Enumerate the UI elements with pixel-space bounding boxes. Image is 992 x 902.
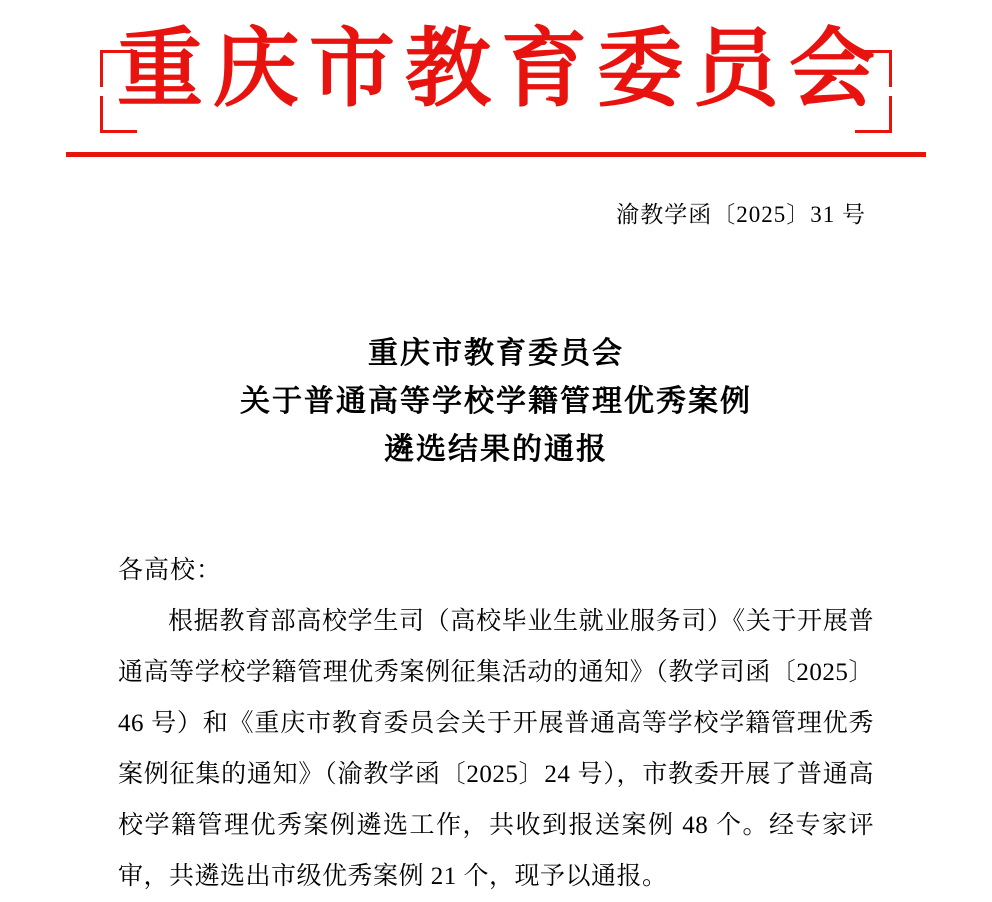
page-title-line-1: 重庆市教育委员会 [368, 337, 624, 370]
letterhead-divider [66, 152, 926, 157]
body-paragraph-1: 根据教育部高校学生司（高校毕业生就业服务司）《关于开展普通高等学校学籍管理优秀案例征集活动的通知》（教学司函〔2025〕46 号）和《重庆市教育委员会关于开展普通高等学校学籍管理优秀案例征集的通知》（渝教学函〔2025〕24 号），市教委开展了普通高校学籍管理优秀案例遴选工作，共收到报送案例 48 个。经专家评审，共遴选出市级优秀案例 21 个，现予以通报。 [118, 608, 874, 890]
letterhead-organization: 重庆市教育委员会 [117, 18, 885, 119]
salutation: 各高校： [118, 557, 223, 584]
document-body [118, 545, 874, 902]
page-title [0, 330, 992, 474]
page-title-line-2: 关于普通高等学校学籍管理优秀案例 [240, 385, 752, 418]
document-number: 渝教学函〔2025〕31 号 [616, 202, 866, 227]
page-title-line-3: 遴选结果的通报 [384, 433, 608, 466]
letterhead [0, 0, 992, 175]
